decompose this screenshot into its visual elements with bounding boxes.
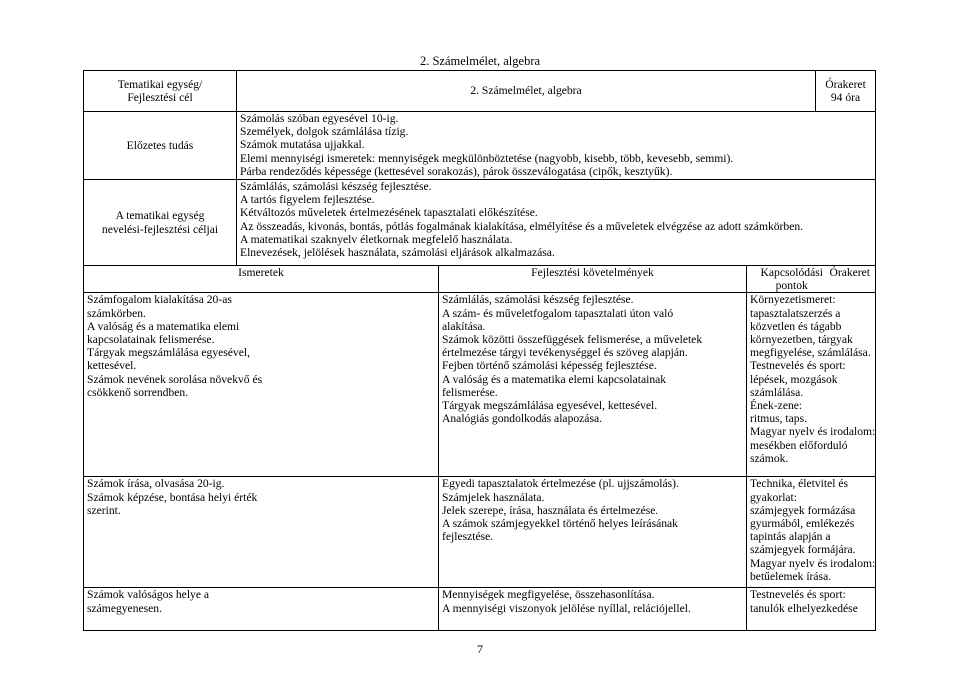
goals-row	[84, 180, 876, 266]
header-row	[84, 71, 876, 112]
column-header-hours: Órakeret	[829, 266, 871, 279]
column-header-row	[84, 266, 876, 293]
knowledge-cell: Számfogalom kialakítása 20-as számkörben. A valóság és a matematika elemi kapcsolatainak felismerése. Tárgyak megszámlálása egyesével, kettesével. Számok nevének sorolása növekvő és csökkenő sorrendben.	[84, 293, 439, 477]
requirements-cell: Egyedi tapasztalatok értelmezése (pl. ujjszámolás). Számjelek használata. Jelek szerepe, írása, használata és értelmezése. A számok számjegyekkel történő helyes leírásának fejlesztése.	[439, 477, 747, 588]
curriculum-table	[83, 70, 876, 631]
prior-knowledge-line: Párba rendeződés képessége (kettesével sorakozás), párok összeválogatása (cipők, kesztyűk).	[240, 164, 673, 178]
prior-knowledge-line: Számok mutatása ujjakkal.	[240, 138, 365, 152]
prior-knowledge-row	[84, 112, 876, 180]
prior-knowledge-content	[237, 112, 876, 180]
goal-line: Az összeadás, kivonás, bontás, pótlás fogalmának kialakítása, elmélyítése és a műveletek elvégzése az adott számkörben.	[240, 219, 804, 233]
knowledge-cell: Számok valóságos helye a számegyenesen.	[84, 588, 439, 631]
column-header-connections: Kapcsolódási pontok	[760, 266, 823, 293]
column-header-requirements: Fejlesztési követelmények	[439, 266, 747, 293]
goal-line: A tartós figyelem fejlesztése.	[240, 193, 375, 207]
table-row	[84, 477, 876, 588]
prior-knowledge-label: Előzetes tudás	[84, 112, 237, 180]
goal-line: A matematikai szaknyelv életkornak megfelelő használata.	[240, 232, 513, 246]
page-number: 7	[477, 642, 483, 656]
connections-cell: Környezetismeret: tapasztalatszerzés a közvetlen és tágabb környezetben, tárgyak megfigyelése, számlálása. Testnevelés és sport: lépések, mozgások számlálása. Ének-zene: ritmus, taps. Magyar nyelv és irodalom: mesékben előforduló számok.	[747, 293, 876, 477]
unit-label-cell: Tematikai egység/ Fejlesztési cél	[84, 71, 237, 112]
goal-line: Számlálás, számolási készség fejlesztése.	[240, 180, 432, 193]
hours-cell: Órakeret 94 óra	[816, 71, 876, 112]
goals-content	[237, 180, 876, 266]
connections-cell: Technika, életvitel és gyakorlat: számjegyek formázása gyurmából, emlékezés tapintás alapján a számjegyek formájára. Magyar nyelv és irodalom: betűelemek írása.	[747, 477, 876, 588]
top-heading: 2. Számelmélet, algebra	[419, 54, 541, 68]
column-header-knowledge: Ismeretek	[84, 266, 439, 293]
goals-label: A tematikai egység nevelési-fejlesztési céljai	[84, 180, 237, 266]
prior-knowledge-line: Személyek, dolgok számlálása tízig.	[240, 125, 409, 139]
table-row	[84, 293, 876, 477]
requirements-cell: Mennyiségek megfigyelése, összehasonlítása. A mennyiségi viszonyok jelölése nyíllal, relációjellel.	[439, 588, 747, 631]
unit-title: 2. Számelmélet, algebra	[237, 71, 816, 112]
connections-cell: Testnevelés és sport: tanulók elhelyezkedése	[747, 588, 876, 631]
goal-line: Kétváltozós műveletek értelmezésének tapasztalati előkészítése.	[240, 206, 538, 220]
prior-knowledge-line: Elemi mennyiségi ismeretek: mennyiségek megkülönböztetése (nagyobb, kisebb, több, kevesebb, semmi).	[240, 151, 734, 165]
prior-knowledge-line: Számolás szóban egyesével 10-ig.	[240, 112, 399, 125]
goal-line: Elnevezések, jelölések használata, számolási eljárások alkalmazása.	[240, 246, 555, 260]
requirements-cell: Számlálás, számolási készség fejlesztése. A szám- és műveletfogalom tapasztalati úton való alakítása. Számok közötti összefüggések felismerése, a műveletek értelmezése tárgyi tevékenységgel és szöveg alapján. Fejben történő számolási képesség fejlesztése. A valóság és a matematika elemi kapcsolatainak felismerése. Tárgyak megszámlálása egyesével, kettesével. Analógiás gondolkodás alapozása.	[439, 293, 747, 477]
table-row	[84, 588, 876, 631]
knowledge-cell: Számok írása, olvasása 20-ig. Számok képzése, bontása helyi érték szerint.	[84, 477, 439, 588]
